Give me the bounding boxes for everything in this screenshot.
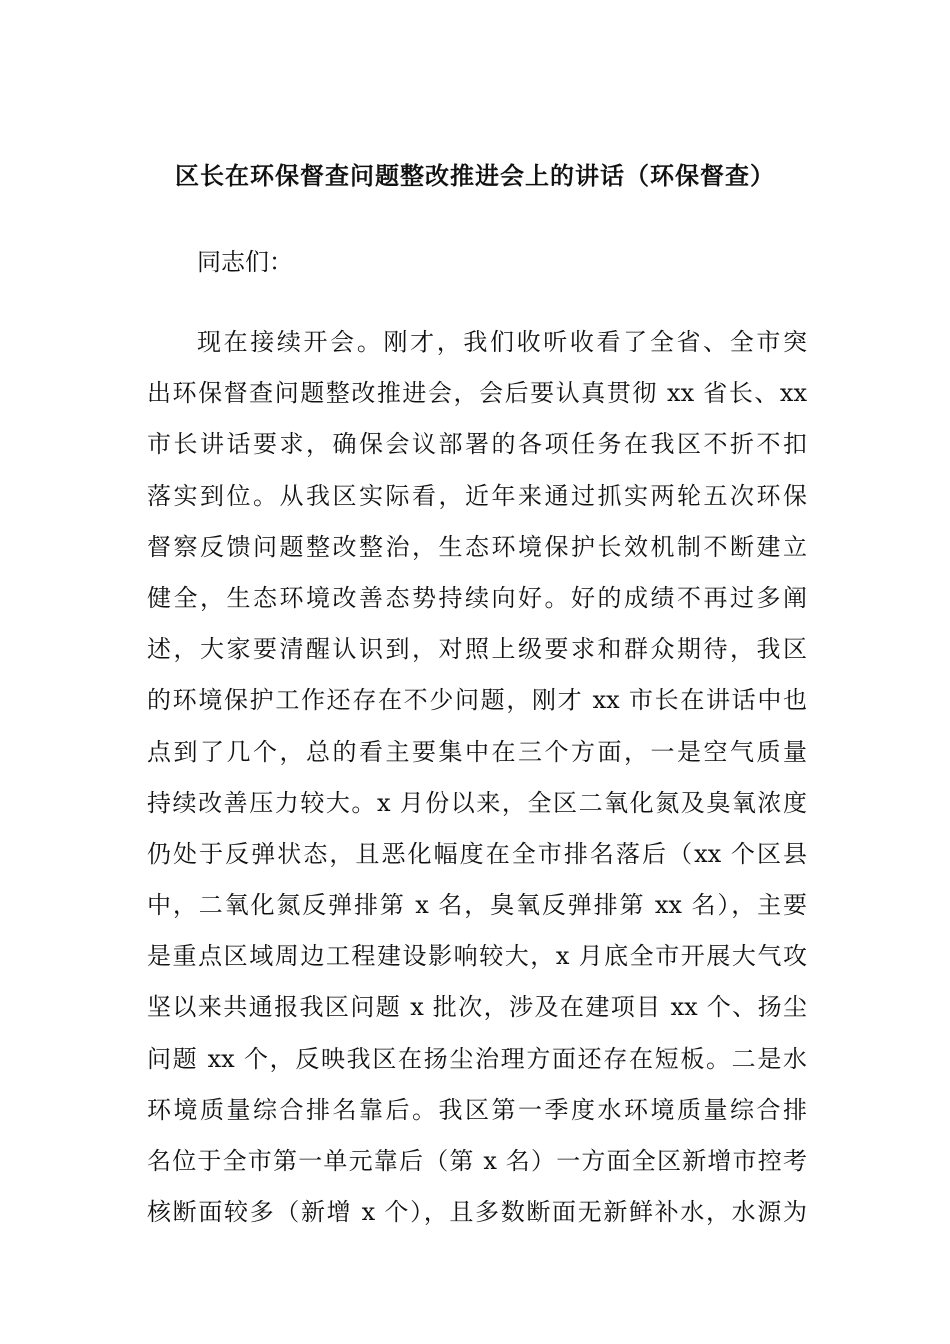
body-line: 仍处于反弹状态，且恶化幅度在全市排名落后（xx 个区县 (147, 839, 807, 868)
body-line: 问题 xx 个，反映我区在扬尘治理方面还存在短板。二是水 (147, 1044, 807, 1073)
document-title: 区长在环保督查问题整改推进会上的讲话（环保督查） (175, 161, 775, 190)
body-line: 出环保督查问题整改推进会，会后要认真贯彻 xx 省长、xx (147, 379, 807, 408)
salutation: 同志们： (197, 248, 293, 276)
body-line: 环境质量综合排名靠后。我区第一季度水环境质量综合排 (147, 1095, 807, 1124)
body-line: 点到了几个，总的看主要集中在三个方面，一是空气质量 (147, 737, 807, 766)
body-line: 持续改善压力较大。x 月份以来，全区二氧化氮及臭氧浓度 (147, 788, 807, 817)
body-line: 名位于全市第一单元靠后（第 x 名）一方面全区新增市控考 (147, 1147, 807, 1175)
body-line: 健全，生态环境改善态势持续向好。好的成绩不再过多阐 (147, 583, 807, 612)
body-line: 现在接续开会。刚才，我们收听收看了全省、全市突 (197, 328, 807, 356)
body-line: 落实到位。从我区实际看，近年来通过抓实两轮五次环保 (147, 481, 807, 510)
body-line: 中，二氧化氮反弹排第 x 名，臭氧反弹排第 xx 名），主要 (147, 891, 807, 920)
body-line: 的环境保护工作还存在不少问题，刚才 xx 市长在讲话中也 (147, 686, 807, 715)
body-line: 述，大家要清醒认识到，对照上级要求和群众期待，我区 (147, 635, 807, 664)
body-line: 督察反馈问题整改整治，生态环境保护长效机制不断建立 (147, 532, 807, 561)
body-paragraph (147, 317, 807, 1238)
body-line: 坚以来共通报我区问题 x 批次，涉及在建项目 xx 个、扬尘 (147, 993, 807, 1022)
body-line: 核断面较多（新增 x 个），且多数断面无新鲜补水，水源为 (147, 1198, 807, 1227)
body-line: 是重点区域周边工程建设影响较大，x 月底全市开展大气攻 (147, 942, 807, 971)
body-line: 市长讲话要求，确保会议部署的各项任务在我区不折不扣 (147, 430, 807, 459)
